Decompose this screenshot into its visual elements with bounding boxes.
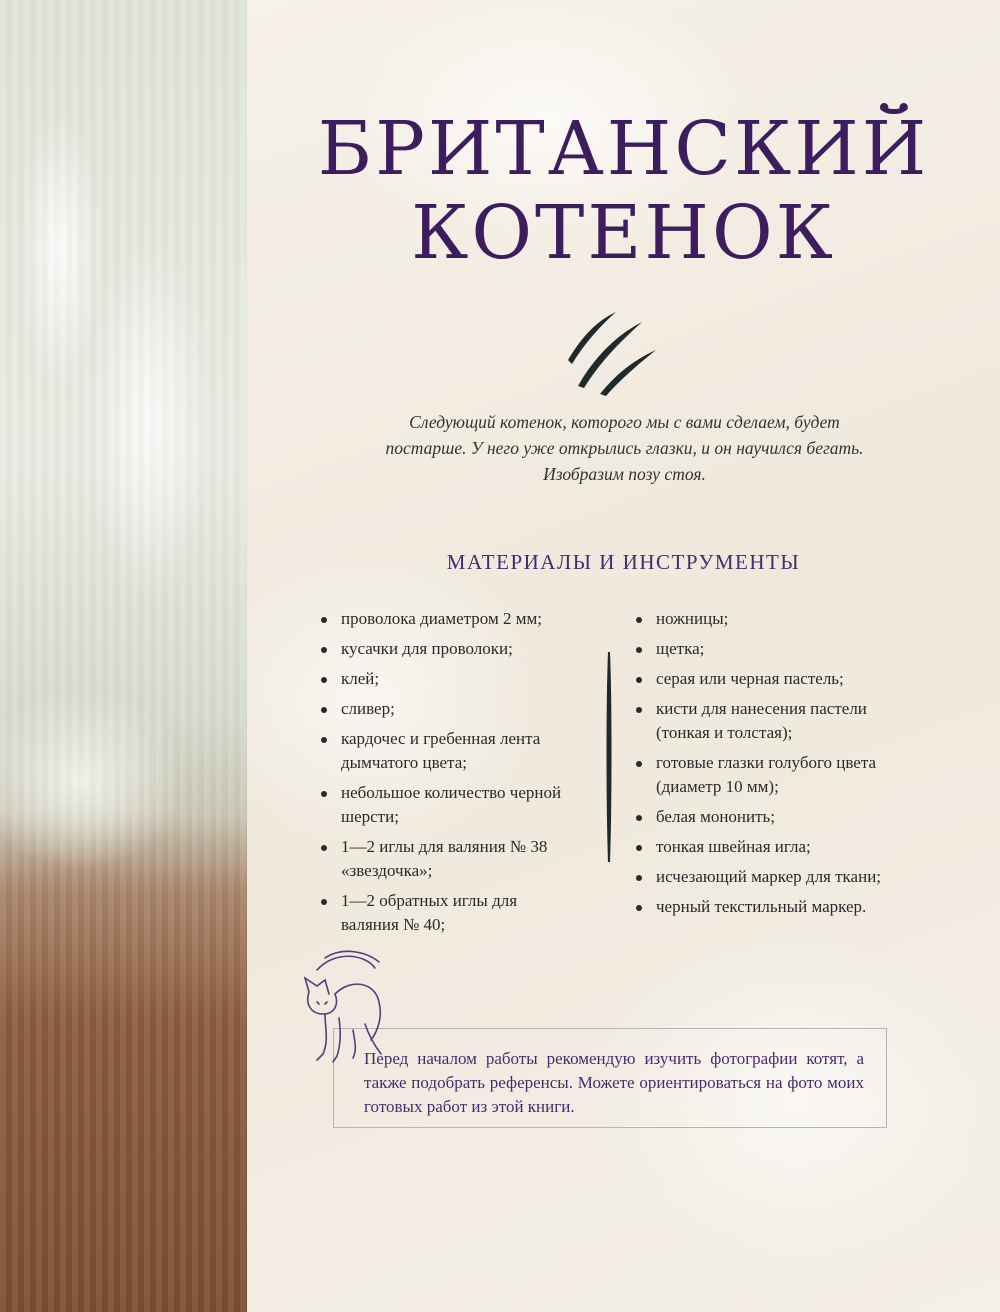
materials-list-left [320,607,575,943]
page-title-line1: БРИТАНСКИЙ [317,106,930,192]
list-item: серая или черная пастель; [635,667,905,691]
cat-drawing-icon [295,948,395,1063]
list-item: сливер; [320,697,575,721]
list-item: кусачки для проволоки; [320,637,575,661]
list-item: готовые глазки голубого цвета (диаметр 10 мм); [635,751,905,799]
list-item: ножницы; [635,607,905,631]
cover-photo-strip [0,0,247,1312]
page-content [247,0,1000,1312]
list-item: клей; [320,667,575,691]
intro-text: Следующий котенок, которого мы с вами сделаем, будет постарше. У него уже открылись глазки, и он научился бегать. Изобразим позу стоя. [385,412,864,484]
list-item: белая мононить; [635,805,905,829]
claw-marks-icon [560,308,660,398]
list-item: небольшое количество черной шерсти; [320,781,575,829]
list-item: 1—2 иглы для валяния № 38 «звездочка»; [320,835,575,883]
note-box [333,1028,887,1128]
list-item: исчезающий маркер для ткани; [635,865,905,889]
list-item: проволока диаметром 2 мм; [320,607,575,631]
page-title-line2: КОТЕНОК [411,190,836,276]
note-text: Перед началом работы рекомендую изучить фотографии котят, а также подобрать референсы. Можете ориентироваться на фото моих готовых работ из этой книги. [364,1049,864,1116]
materials-list-right [635,607,905,925]
list-item: щетка; [635,637,905,661]
materials-heading: МАТЕРИАЛЫ И ИНСТРУМЕНТЫ [446,550,801,574]
divider-stroke [604,652,614,862]
list-item: 1—2 обратных иглы для валяния № 40; [320,889,575,937]
list-item: черный текстильный маркер. [635,895,905,919]
list-item: кисти для нанесения пастели (тонкая и толстая); [635,697,905,745]
list-item: тонкая швейная игла; [635,835,905,859]
list-item: кардочес и гребенная лента дымчатого цвета; [320,727,575,775]
